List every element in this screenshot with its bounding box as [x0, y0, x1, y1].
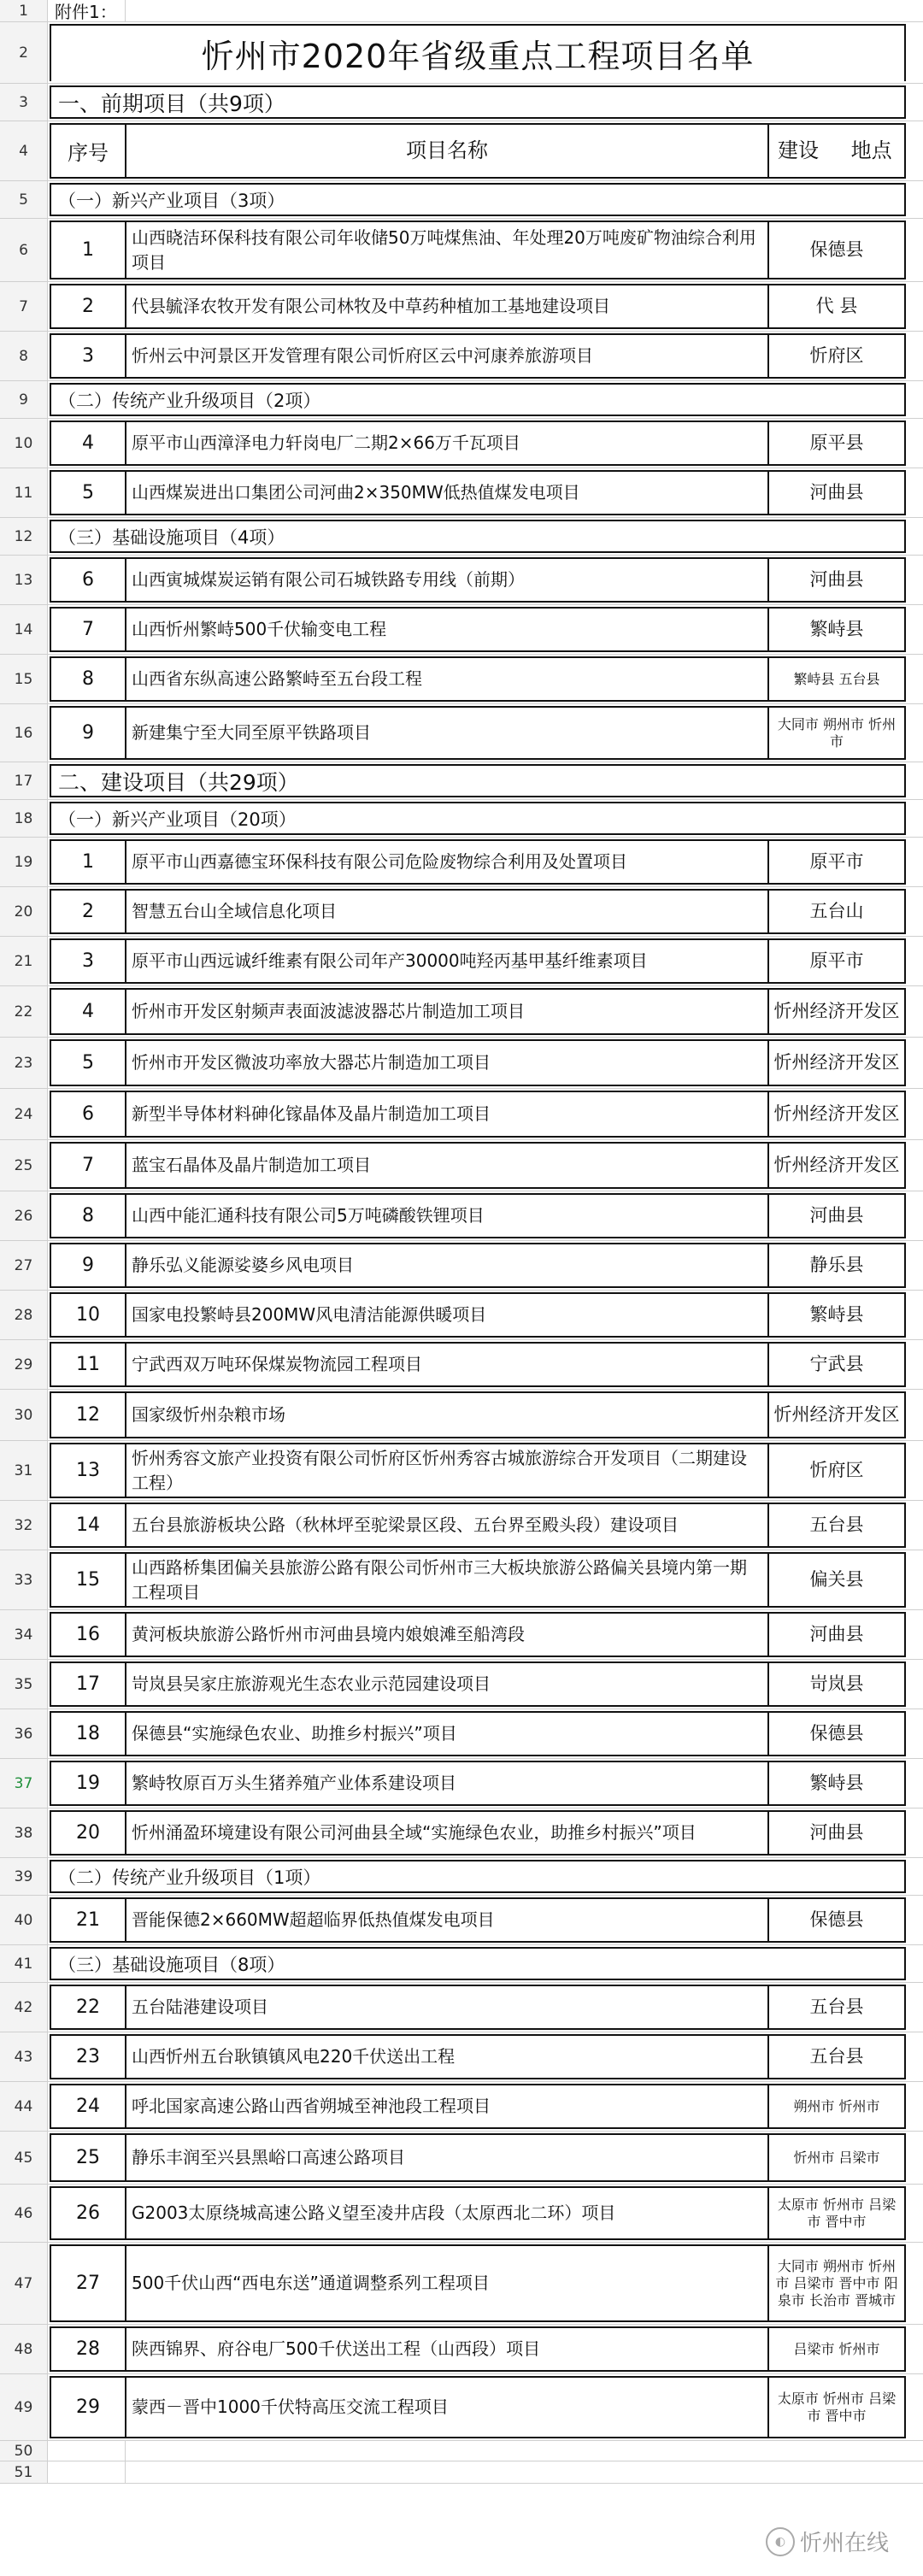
header-num: 序号: [51, 125, 126, 177]
item-location: 原平市: [809, 950, 864, 971]
item-number: 7: [51, 1144, 126, 1187]
row-number[interactable]: 43: [0, 2032, 48, 2081]
item-number: 1: [51, 841, 126, 883]
item-name: 山西中能汇通科技有限公司5万吨磷酸铁锂项目: [126, 1195, 769, 1237]
sheet-row: [0, 655, 923, 704]
row-number[interactable]: 36: [0, 1709, 48, 1758]
table-row: [50, 284, 906, 329]
item-name: 山西省东纵高速公路繁峙至五台段工程: [126, 658, 769, 700]
table-row: [50, 1661, 906, 1707]
row-number[interactable]: 34: [0, 1610, 48, 1659]
item-location: 吕梁市 忻州市: [793, 2340, 880, 2357]
item-number: 4: [51, 422, 126, 464]
table-row: [50, 1342, 906, 1387]
item-name: 智慧五台山全域信息化项目: [126, 891, 769, 932]
sheet-row: [0, 2243, 923, 2325]
sheet-row: [0, 2325, 923, 2374]
item-name: 山西忻州繁峙500千伏输变电工程: [126, 609, 769, 650]
subsection-heading: [50, 1860, 906, 1893]
subsection-heading: [50, 183, 906, 216]
item-number: 25: [51, 2135, 126, 2180]
row-number[interactable]: 21: [0, 937, 48, 985]
item-location: 忻州经济开发区: [773, 1155, 900, 1175]
title-box: [50, 24, 906, 81]
sheet-row: [0, 605, 923, 655]
table-row: [50, 421, 906, 466]
subsection-heading-text: （一）新兴产业项目（20项）: [58, 809, 297, 830]
sheet-row: [0, 2082, 923, 2132]
table-row: [50, 988, 906, 1035]
sheet-row: [0, 1241, 923, 1291]
row-number[interactable]: 2: [0, 22, 48, 83]
row-number[interactable]: 11: [0, 468, 48, 517]
sheet-row: [0, 1945, 923, 1983]
table-row: [50, 1761, 906, 1806]
sheet-row: [0, 518, 923, 556]
item-number: 19: [51, 1762, 126, 1804]
table-row: [50, 1142, 906, 1189]
sheet-row: [0, 2032, 923, 2082]
table-row: [50, 2186, 906, 2240]
item-number: 6: [51, 1092, 126, 1136]
table-row: [50, 1091, 906, 1138]
sheet-row: [0, 838, 923, 887]
table-header: [50, 123, 906, 179]
row-number[interactable]: 15: [0, 655, 48, 703]
sheet-row: [0, 1501, 923, 1550]
item-number: 18: [51, 1713, 126, 1755]
sheet-row: [0, 1441, 923, 1501]
sheet-row: [0, 800, 923, 838]
table-row: [50, 656, 906, 702]
item-name: 山西路桥集团偏关县旅游公路有限公司忻州市三大板块旅游公路偏关县境内第一期工程项目: [126, 1554, 769, 1606]
item-location: 岢岚县: [809, 1673, 864, 1694]
table-row: [50, 1985, 906, 2030]
row-number[interactable]: 10: [0, 419, 48, 468]
item-number: 10: [51, 1294, 126, 1336]
item-name: 蓝宝石晶体及晶片制造加工项目: [126, 1144, 769, 1187]
item-location: 忻州经济开发区: [773, 1404, 900, 1425]
item-number: 12: [51, 1393, 126, 1437]
item-number: 13: [51, 1444, 126, 1497]
item-location: 忻州市 吕梁市: [793, 2149, 880, 2166]
row-number[interactable]: 6: [0, 219, 48, 281]
item-location: 忻府区: [809, 1460, 864, 1480]
sheet-row: [0, 219, 923, 282]
item-name: 五台县旅游板块公路（秋林坪至驼梁景区段、五台界至殿头段）建设项目: [126, 1504, 769, 1546]
item-number: 7: [51, 609, 126, 650]
item-number: 22: [51, 1986, 126, 2028]
row-number[interactable]: 42: [0, 1983, 48, 2032]
item-number: 17: [51, 1663, 126, 1705]
row-number[interactable]: 22: [0, 986, 48, 1037]
item-number: 14: [51, 1504, 126, 1546]
table-row: [50, 2133, 906, 2182]
item-name: 500千伏山西“西电东送”通道调整系列工程项目: [126, 2246, 769, 2320]
item-name: 宁武西双万吨环保煤炭物流园工程项目: [126, 1344, 769, 1385]
row-number[interactable]: 23: [0, 1038, 48, 1088]
sheet-row: [0, 468, 923, 518]
item-location: 朔州市 忻州市: [793, 2097, 880, 2114]
subsection-heading: [50, 520, 906, 553]
row-number[interactable]: 13: [0, 556, 48, 604]
item-name: 山西寅城煤炭运销有限公司石城铁路专用线（前期）: [126, 559, 769, 601]
item-number: 2: [51, 285, 126, 327]
sheet-row: [0, 0, 923, 22]
subsection-heading: [50, 383, 906, 416]
item-location: 五台山: [809, 901, 864, 921]
item-name: 五台陆港建设项目: [126, 1986, 769, 2028]
item-name: 静乐丰润至兴县黑峪口高速公路项目: [126, 2135, 769, 2180]
sheet-row: [0, 986, 923, 1038]
row-number[interactable]: 26: [0, 1191, 48, 1240]
subsection-heading-text: （二）传统产业升级项目（1项）: [58, 1867, 321, 1888]
subsection-heading: [50, 1947, 906, 1980]
item-number: 29: [51, 2378, 126, 2437]
row-number[interactable]: 33: [0, 1550, 48, 1609]
section-heading: [50, 85, 906, 119]
row-number[interactable]: 50: [0, 2441, 48, 2461]
item-location: 五台县: [809, 1997, 864, 2017]
table-row: [50, 1897, 906, 1943]
row-number[interactable]: 12: [0, 518, 48, 555]
item-name: 忻州市开发区射频声表面波滤波器芯片制造加工项目: [126, 990, 769, 1033]
row-number[interactable]: 8: [0, 332, 48, 380]
grid-line: [125, 2441, 126, 2461]
table-row: [50, 1193, 906, 1238]
table-row: [50, 2376, 906, 2438]
item-location: 河曲县: [809, 1205, 864, 1226]
row-number[interactable]: 14: [0, 605, 48, 654]
row-number[interactable]: 19: [0, 838, 48, 886]
grid-line: [125, 2461, 126, 2483]
item-number: 4: [51, 990, 126, 1033]
row-number[interactable]: 39: [0, 1858, 48, 1895]
sheet-row: [0, 1191, 923, 1241]
table-row: [50, 2084, 906, 2129]
item-name: 国家级忻州杂粮市场: [126, 1393, 769, 1437]
table-row: [50, 1243, 906, 1288]
table-row: [50, 1391, 906, 1438]
item-name: 忻州涌盈环境建设有限公司河曲县全域“实施绿色农业，助推乡村振兴”项目: [126, 1812, 769, 1854]
sheet-row: [0, 1858, 923, 1896]
item-location: 忻府区: [809, 345, 864, 366]
row-number[interactable]: 3: [0, 84, 48, 121]
item-name: 国家电投繁峙县200MW风电清洁能源供暖项目: [126, 1294, 769, 1336]
item-number: 1: [51, 222, 126, 278]
item-location: 宁武县: [809, 1354, 864, 1374]
item-name: 忻州秀容文旅产业投资有限公司忻府区忻州秀容古城旅游综合开发项目（二期建设工程）: [126, 1444, 769, 1497]
row-number[interactable]: 51: [0, 2461, 48, 2483]
sheet-row: [0, 2374, 923, 2441]
sheet-row: [0, 2132, 923, 2185]
row-number[interactable]: 28: [0, 1291, 48, 1339]
grid-line: [125, 0, 126, 21]
row-number[interactable]: 25: [0, 1140, 48, 1191]
table-row: [50, 706, 906, 760]
item-location: 太原市 忻州市 吕梁市 晋中市: [777, 2196, 897, 2230]
item-name: 原平市山西漳泽电力轩岗电厂二期2×66万千瓦项目: [126, 422, 769, 464]
item-number: 24: [51, 2085, 126, 2127]
item-location: 代 县: [815, 296, 858, 316]
attachment-label: 附件1：: [55, 2, 117, 22]
item-name: 晋能保德2×660MW超超临界低热值煤发电项目: [126, 1899, 769, 1941]
item-name: 静乐弘义能源娑婆乡风电项目: [126, 1244, 769, 1286]
table-row: [50, 2034, 906, 2079]
sheet-row: [0, 937, 923, 986]
item-location: 忻州经济开发区: [773, 1103, 900, 1124]
sheet-row: [0, 2461, 923, 2484]
item-location: 忻州经济开发区: [773, 1001, 900, 1021]
table-row: [50, 1810, 906, 1856]
sheet-row: [0, 381, 923, 419]
row-number[interactable]: 18: [0, 800, 48, 837]
row-number[interactable]: 27: [0, 1241, 48, 1290]
sheet-row: [0, 121, 923, 181]
table-row: [50, 1292, 906, 1338]
subsection-heading-text: （一）新兴产业项目（3项）: [58, 190, 285, 211]
table-row: [50, 221, 906, 279]
item-number: 3: [51, 335, 126, 377]
header-name: 项目名称: [126, 125, 769, 177]
sheet-row: [0, 332, 923, 381]
item-number: 28: [51, 2328, 126, 2370]
row-number[interactable]: 47: [0, 2243, 48, 2324]
row-number[interactable]: 17: [0, 762, 48, 799]
sheet-row: [0, 84, 923, 121]
row-number[interactable]: 46: [0, 2185, 48, 2242]
section-heading-text: 二、建设项目（共29项）: [58, 769, 299, 795]
sheet-row: [0, 181, 923, 219]
header-location: 建设 地点: [778, 138, 892, 162]
sheet-row: [0, 22, 923, 84]
item-number: 8: [51, 1195, 126, 1237]
sheet-row: [0, 1291, 923, 1340]
table-row: [50, 889, 906, 934]
item-name: 山西晓洁环保科技有限公司年收储50万吨煤焦油、年处理20万吨废矿物油综合利用项目: [126, 222, 769, 278]
sheet-row: [0, 556, 923, 605]
item-location: 保德县: [809, 1909, 864, 1930]
table-row: [50, 839, 906, 885]
item-number: 6: [51, 559, 126, 601]
item-name: 新建集宁至大同至原平铁路项目: [126, 708, 769, 758]
table-row: [50, 2244, 906, 2322]
subsection-heading: [50, 802, 906, 835]
row-number[interactable]: 40: [0, 1896, 48, 1944]
item-location: 繁峙县: [809, 1773, 864, 1793]
table-row: [50, 1503, 906, 1548]
row-number[interactable]: 24: [0, 1089, 48, 1139]
item-location: 河曲县: [809, 1822, 864, 1843]
table-row: [50, 1711, 906, 1756]
row-number[interactable]: 38: [0, 1808, 48, 1857]
sheet-row: [0, 1038, 923, 1089]
item-name: 忻州市开发区微波功率放大器芯片制造加工项目: [126, 1041, 769, 1085]
item-number: 9: [51, 708, 126, 758]
table-row: [50, 333, 906, 379]
row-number[interactable]: 30: [0, 1390, 48, 1440]
item-location: 太原市 忻州市 吕梁市 晋中市: [777, 2390, 897, 2424]
item-location: 繁峙县: [809, 619, 864, 639]
item-number: 16: [51, 1614, 126, 1656]
item-name: 呼北国家高速公路山西省朔城至神池段工程项目: [126, 2085, 769, 2127]
item-name: 保德县“实施绿色农业、助推乡村振兴”项目: [126, 1713, 769, 1755]
row-number[interactable]: 45: [0, 2132, 48, 2184]
sheet-row: [0, 1140, 923, 1191]
item-name: 山西煤炭进出口集团公司河曲2×350MW低热值煤发电项目: [126, 472, 769, 514]
item-number: 23: [51, 2036, 126, 2078]
row-number[interactable]: 49: [0, 2374, 48, 2440]
section-heading: [50, 764, 906, 797]
row-number[interactable]: 31: [0, 1441, 48, 1500]
item-location: 河曲县: [809, 569, 864, 590]
table-row: [50, 470, 906, 515]
sheet-row: [0, 1709, 923, 1759]
sheet-row: [0, 1660, 923, 1709]
item-name: 新型半导体材料砷化镓晶体及晶片制造加工项目: [126, 1092, 769, 1136]
sheet-row: [0, 704, 923, 762]
item-location: 大同市 朔州市 忻州市: [777, 715, 897, 750]
row-number[interactable]: 32: [0, 1501, 48, 1550]
item-location: 河曲县: [809, 482, 864, 503]
row-number[interactable]: 37: [0, 1759, 48, 1808]
item-name: 陕西锦界、府谷电厂500千伏送出工程（山西段）项目: [126, 2328, 769, 2370]
row-number[interactable]: 9: [0, 381, 48, 418]
table-row: [50, 1443, 906, 1498]
item-number: 3: [51, 940, 126, 982]
item-number: 9: [51, 1244, 126, 1286]
subsection-heading-text: （二）传统产业升级项目（2项）: [58, 390, 321, 411]
table-row: [50, 1552, 906, 1608]
item-location: 静乐县: [809, 1255, 864, 1275]
watermark: [762, 2526, 892, 2557]
item-name: 繁峙牧原百万头生猪养殖产业体系建设项目: [126, 1762, 769, 1804]
item-location: 偏关县: [809, 1569, 864, 1590]
sheet-row: [0, 1808, 923, 1858]
item-location: 保德县: [809, 1723, 864, 1744]
item-name: 原平市山西嘉德宝环保科技有限公司危险废物综合利用及处置项目: [126, 841, 769, 883]
item-location: 原平县: [809, 432, 864, 453]
row-number[interactable]: 5: [0, 181, 48, 218]
page-title: 忻州市2020年省级重点工程项目名单: [201, 38, 755, 75]
row-number[interactable]: 41: [0, 1945, 48, 1982]
item-name: 忻州云中河景区开发管理有限公司忻府区云中河康养旅游项目: [126, 335, 769, 377]
sheet-row: [0, 1340, 923, 1390]
item-name: 代县毓泽农牧开发有限公司林牧及中草药种植加工基地建设项目: [126, 285, 769, 327]
item-number: 8: [51, 658, 126, 700]
row-number[interactable]: 20: [0, 887, 48, 936]
item-number: 11: [51, 1344, 126, 1385]
sheet-row: [0, 1390, 923, 1441]
item-number: 5: [51, 472, 126, 514]
sheet-row: [0, 1610, 923, 1660]
sheet-row: [0, 2185, 923, 2243]
row-number[interactable]: 7: [0, 282, 48, 331]
sheet-row: [0, 1759, 923, 1808]
item-name: 黄河板块旅游公路忻州市河曲县境内娘娘滩至船湾段: [126, 1614, 769, 1656]
subsection-heading-text: （三）基础设施项目（8项）: [58, 1954, 285, 1975]
item-name: G2003太原绕城高速公路义望至凌井店段（太原西北二环）项目: [126, 2188, 769, 2238]
sheet-row: [0, 1983, 923, 2032]
item-location: 河曲县: [809, 1624, 864, 1644]
row-number[interactable]: 4: [0, 121, 48, 180]
item-location: 五台县: [809, 2046, 864, 2067]
section-heading-text: 一、前期项目（共9项）: [58, 91, 285, 116]
sheet-row: [0, 887, 923, 937]
item-name: 蒙西－晋中1000千伏特高压交流工程项目: [126, 2378, 769, 2437]
item-number: 26: [51, 2188, 126, 2238]
sheet-row: [0, 1089, 923, 1140]
item-number: 15: [51, 1554, 126, 1606]
sheet-row: [0, 762, 923, 800]
item-location: 忻州经济开发区: [773, 1052, 900, 1073]
table-row: [50, 607, 906, 652]
row-number[interactable]: 29: [0, 1340, 48, 1389]
item-name: 岢岚县吴家庄旅游观光生态农业示范园建设项目: [126, 1663, 769, 1705]
item-location: 繁峙县 五台县: [793, 670, 880, 687]
item-number: 27: [51, 2246, 126, 2320]
sheet-row: [0, 1550, 923, 1610]
row-number[interactable]: 44: [0, 2082, 48, 2131]
item-number: 20: [51, 1812, 126, 1854]
wechat-icon: ◐: [766, 2527, 795, 2556]
item-location: 保德县: [809, 239, 864, 260]
row-number[interactable]: 16: [0, 704, 48, 762]
sheet-row: [0, 2441, 923, 2461]
item-number: 21: [51, 1899, 126, 1941]
item-number: 5: [51, 1041, 126, 1085]
sheet-row: [0, 419, 923, 468]
item-number: 2: [51, 891, 126, 932]
item-location: 原平市: [809, 851, 864, 872]
row-number[interactable]: 35: [0, 1660, 48, 1709]
row-number[interactable]: 1: [0, 0, 48, 21]
item-name: 原平市山西远诚纤维素有限公司年产30000吨羟丙基甲基纤维素项目: [126, 940, 769, 982]
sheet-row: [0, 1896, 923, 1945]
item-location: 繁峙县: [809, 1304, 864, 1325]
table-row: [50, 2326, 906, 2372]
table-row: [50, 557, 906, 603]
item-location: 大同市 朔州市 忻州市 吕梁市 晋中市 阳泉市 长治市 晋城市: [775, 2257, 898, 2308]
item-name: 山西忻州五台耿镇镇风电220千伏送出工程: [126, 2036, 769, 2078]
watermark-text: 忻州在线: [799, 2531, 889, 2556]
table-row: [50, 1039, 906, 1086]
item-location: 五台县: [809, 1514, 864, 1535]
table-row: [50, 1612, 906, 1657]
row-number[interactable]: 48: [0, 2325, 48, 2373]
sheet-row: [0, 282, 923, 332]
table-row: [50, 938, 906, 984]
subsection-heading-text: （三）基础设施项目（4项）: [58, 526, 285, 548]
